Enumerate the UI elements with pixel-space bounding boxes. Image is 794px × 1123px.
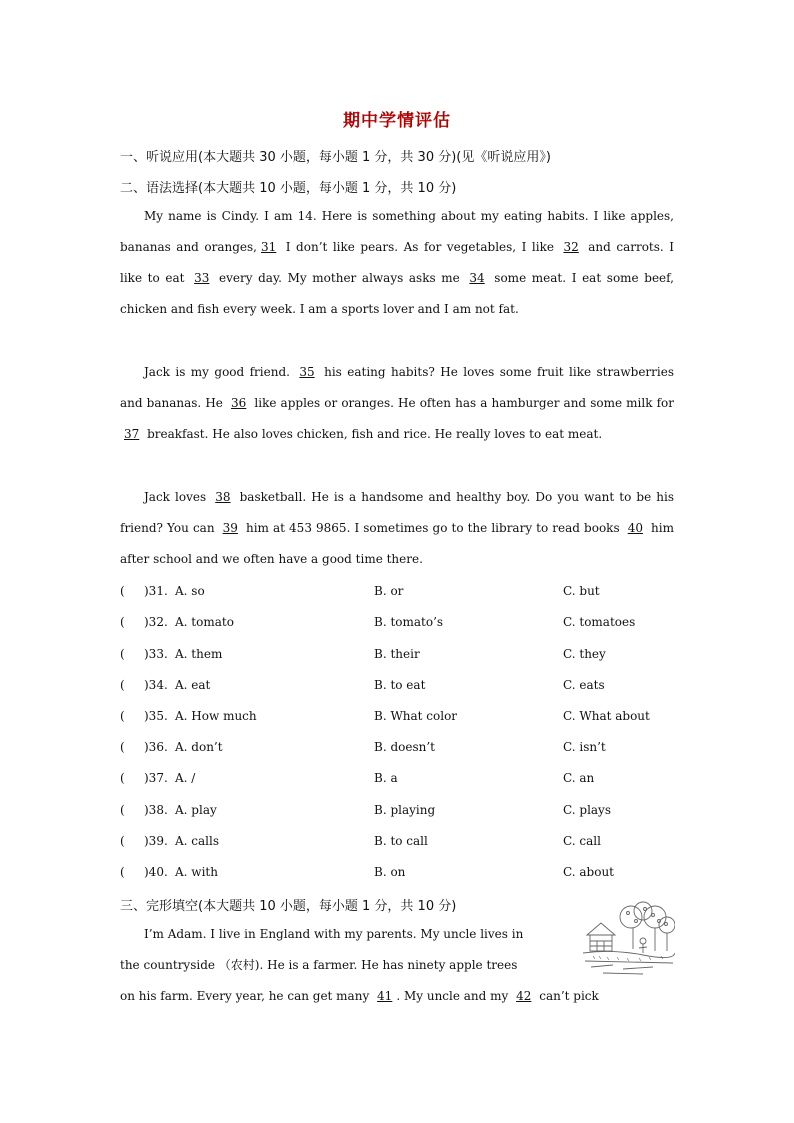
option-c: C. but <box>563 584 600 598</box>
question-row <box>120 771 680 791</box>
option-a: A. so <box>175 584 205 598</box>
answer-bracket: ( <box>120 678 125 692</box>
option-c: C. eats <box>563 678 605 692</box>
blank-36: 36 <box>231 396 247 410</box>
option-a: A. tomato <box>175 615 234 629</box>
answer-bracket: ( <box>120 615 125 629</box>
option-a: A. How much <box>175 709 257 723</box>
option-c: C. plays <box>563 803 611 817</box>
passage-text: breakfast. He also loves chicken, fish and rice. He really loves to eat meat. <box>143 427 603 441</box>
option-a: A. with <box>175 865 218 879</box>
passage-text: can’t pick <box>535 989 599 1003</box>
option-a: A. play <box>175 803 217 817</box>
passage-text: some meat. I eat some beef, chicken and fish every week. I am a sports lover and I am not fat. <box>120 271 674 316</box>
option-c: C. about <box>563 865 614 879</box>
question-number: )34. <box>144 678 168 692</box>
option-c: C. call <box>563 834 601 848</box>
option-c: C. an <box>563 771 595 785</box>
answer-bracket: ( <box>120 647 125 661</box>
question-row <box>120 865 680 885</box>
option-b: B. doesn’t <box>374 740 435 754</box>
question-number: )31. <box>144 584 168 598</box>
section-2-heading: 二、语法选择(本大题共 10 小题，每小题 1 分，共 10 分) <box>120 181 457 196</box>
question-number: )35. <box>144 709 168 723</box>
question-row <box>120 740 680 760</box>
blank-39: 39 <box>222 521 238 535</box>
section-1-heading: 一、听说应用(本大题共 30 小题，每小题 1 分，共 30 分)(见《听说应用》) <box>120 150 551 165</box>
passage-text: basketball. He is a handsome and healthy boy. Do you want to be his friend? You can <box>120 490 674 535</box>
option-b: B. to call <box>374 834 428 848</box>
option-b: B. their <box>374 647 420 661</box>
passage-paragraph-2 <box>120 357 674 450</box>
blank-35: 35 <box>299 365 315 379</box>
answer-bracket: ( <box>120 584 125 598</box>
passage-text: the countryside （农村). He is a farmer. He has ninety apple trees <box>120 958 518 972</box>
passage-text: . My uncle and my <box>396 989 513 1003</box>
passage-text: his eating habits? He loves some fruit like strawberries and bananas. He <box>120 365 674 410</box>
question-row <box>120 584 680 604</box>
page-title: 期中学情评估 <box>343 111 451 131</box>
passage-text: I don’t like pears. As for vegetables, I like <box>280 240 560 254</box>
passage-text: him after school and we often have a good time there. <box>120 521 674 566</box>
question-row <box>120 647 680 667</box>
option-b: B. playing <box>374 803 436 817</box>
question-row <box>120 834 680 854</box>
option-c: C. isn’t <box>563 740 606 754</box>
passage-text: on his farm. Every year, he can get many <box>120 989 374 1003</box>
question-number: )40. <box>144 865 168 879</box>
option-c: C. What about <box>563 709 650 723</box>
option-b: B. to eat <box>374 678 426 692</box>
farm-house-trees-illustration <box>583 901 675 979</box>
question-number: )38. <box>144 803 168 817</box>
question-row <box>120 803 680 823</box>
question-row <box>120 678 680 698</box>
blank-40: 40 <box>627 521 643 535</box>
question-number: )33. <box>144 647 168 661</box>
question-number: )32. <box>144 615 168 629</box>
option-b: B. on <box>374 865 406 879</box>
option-b: B. or <box>374 584 404 598</box>
blank-41: 41 <box>377 989 393 1003</box>
blank-32: 32 <box>563 240 579 254</box>
option-a: A. eat <box>175 678 211 692</box>
question-row <box>120 615 680 635</box>
passage-text: Jack is my good friend. <box>144 365 296 379</box>
answer-bracket: ( <box>120 740 125 754</box>
blank-42: 42 <box>516 989 532 1003</box>
option-a: A. them <box>175 647 223 661</box>
option-b: B. What color <box>374 709 458 723</box>
answer-bracket: ( <box>120 834 125 848</box>
option-c: C. they <box>563 647 606 661</box>
blank-33: 33 <box>194 271 210 285</box>
answer-bracket: ( <box>120 865 125 879</box>
answer-bracket: ( <box>120 709 125 723</box>
section-3-heading: 三、完形填空(本大题共 10 小题，每小题 1 分，共 10 分) <box>120 899 457 914</box>
option-b: B. tomato’s <box>374 615 444 629</box>
passage-paragraph-3 <box>120 482 674 575</box>
blank-38: 38 <box>215 490 231 504</box>
passage-text: him at 453 9865. I sometimes go to the library to read books <box>241 521 624 535</box>
option-a: A. don’t <box>175 740 223 754</box>
passage-text: Jack loves <box>144 490 212 504</box>
question-number: )37. <box>144 771 168 785</box>
question-number: )36. <box>144 740 168 754</box>
passage-text: I’m Adam. I live in England with my parents. My uncle lives in <box>144 927 524 941</box>
blank-37: 37 <box>124 427 140 441</box>
passage-text: and carrots. I like to eat <box>120 240 674 285</box>
passage-text: like apples or oranges. He often has a hamburger and some milk for <box>250 396 674 410</box>
blank-31: 31 <box>260 240 277 254</box>
passage-text: every day. My mother always asks me <box>213 271 466 285</box>
passage-paragraph-1 <box>120 201 674 325</box>
answer-bracket: ( <box>120 771 125 785</box>
option-c: C. tomatoes <box>563 615 636 629</box>
option-b: B. a <box>374 771 398 785</box>
passage-text: My name is Cindy. I am 14. Here is something about my eating habits. I like apples, bananas and oranges, <box>120 209 674 254</box>
option-a: A. calls <box>175 834 220 848</box>
answer-bracket: ( <box>120 803 125 817</box>
question-number: )39. <box>144 834 168 848</box>
option-a: A. / <box>175 771 196 785</box>
blank-34: 34 <box>469 271 485 285</box>
question-row <box>120 709 680 729</box>
